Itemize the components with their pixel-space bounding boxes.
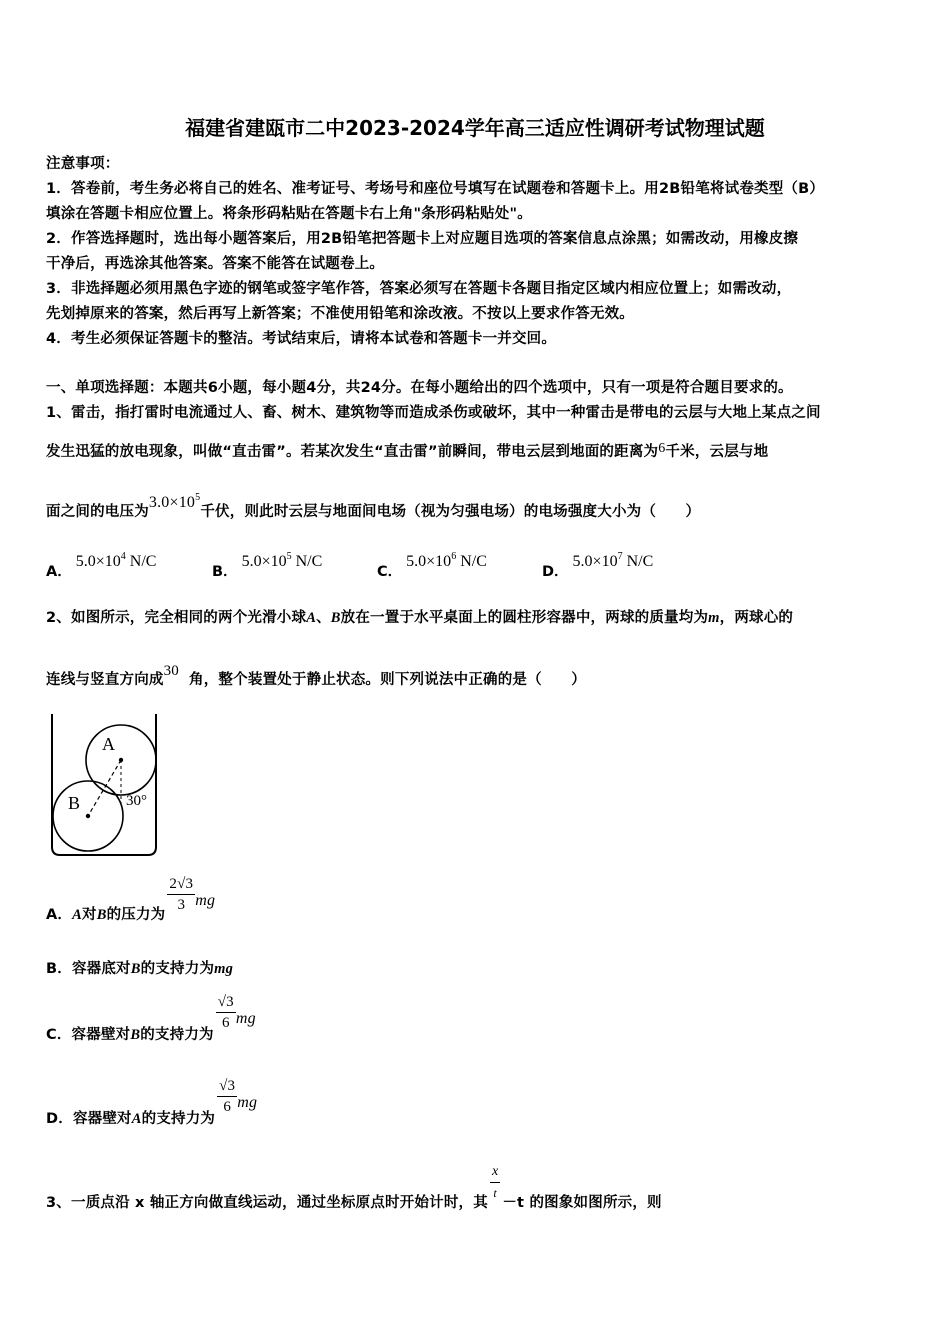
label-b: B bbox=[68, 793, 81, 813]
notice-line: 填涂在答题卡相应位置上。将条形码粘贴在答题卡右上角"条形码粘贴处"。 bbox=[46, 206, 532, 222]
center-a bbox=[119, 758, 123, 762]
label-angle: 30° bbox=[126, 793, 147, 809]
page-title: 福建省建瓯市二中2023-2024学年高三适应性调研考试物理试题 bbox=[185, 116, 765, 140]
notice-line: 先划掉原来的答案，然后再写上新答案；不准使用铅笔和涂改液。不按以上要求作答无效。 bbox=[46, 306, 634, 322]
q2-option-d[interactable]: D．容器壁对A的支持力为 $\frac{√3}{6}$ mg bbox=[46, 1078, 258, 1127]
q2-line: 连线与竖直方向成30角，整个装置处于静止状态。则下列说法中正确的是（ ） bbox=[46, 663, 586, 688]
notice-line: 4．考生必须保证答题卡的整洁。考试结束后，请将本试卷和答题卡一并交回。 bbox=[46, 331, 557, 347]
q1-text: 千伏，则此时云层与地面间电场（视为匀强电场）的电场强度大小为（ ） bbox=[200, 504, 701, 520]
notice-line: 1．答卷前，考生务必将自己的姓名、准考证号、考场号和座位号填写在试题卷和答题卡上。用2B铅笔将试卷类型（B） bbox=[46, 181, 825, 197]
q1-line: 1、雷击，指打雷时电流通过人、畜、树木、建筑物等而造成杀伤或破坏，其中一种雷击是带电的云层与大地上某点之间 bbox=[46, 405, 821, 421]
center-b bbox=[86, 814, 90, 818]
q1-text: 面之间的电压为 bbox=[46, 504, 149, 520]
notice-heading: 注意事项： bbox=[46, 156, 120, 172]
q1-option-b[interactable]: B．$5.0\times 10^5$ N/C bbox=[212, 551, 323, 580]
label-a: A bbox=[102, 734, 115, 754]
notice-line: 干净后，再选涂其他答案。答案不能答在试题卷上。 bbox=[46, 256, 385, 272]
q1-line bbox=[46, 492, 701, 521]
container-figure bbox=[44, 712, 164, 860]
q2-line: 2、如图所示，完全相同的两个光滑小球A、B放在一置于水平桌面上的圆柱形容器中，两球的质量均为m，两球心的 bbox=[46, 610, 794, 626]
q1-option-a[interactable]: A．$5.0\times 10^4$ N/C bbox=[46, 551, 157, 580]
notice-line: 2．作答选择题时，选出每小题答案后，用2B铅笔把答题卡上对应题目选项的答案信息点涂黑；如需改动，用橡皮擦 bbox=[46, 231, 799, 247]
q1-text: 千米，云层与地 bbox=[665, 444, 769, 460]
q1-option-c[interactable]: C．$5.0\times 10^6$ N/C bbox=[377, 551, 487, 580]
q2-option-c[interactable]: C．容器壁对B的支持力为 $\frac{√3}{6}$ mg bbox=[46, 994, 256, 1043]
q1-voltage: $3.0\times 10^5$ bbox=[148, 492, 201, 511]
q2-option-b[interactable]: B．容器底对B的支持力为mg bbox=[46, 961, 234, 977]
section-heading: 一、单项选择题：本题共6小题，每小题4分，共24分。在每小题给出的四个选项中，只有一项是符合题目要求的。 bbox=[46, 380, 793, 396]
q1-option-d[interactable]: D．$5.0\times 10^7$ N/C bbox=[542, 551, 654, 580]
q1-text: 发生迅猛的放电现象，叫做“直击雷”。若某次发生“直击雷”前瞬间，带电云层到地面的距离为 bbox=[46, 444, 659, 460]
q3-line: 3、一质点沿 x 轴正方向做直线运动，通过坐标原点时开始计时，其 $\frac{x}{t}$ －t 的图象如图所示，则 bbox=[46, 1164, 662, 1211]
q2-option-a[interactable]: A．A对B的压力为 $\frac{2√3}{3}$ mg bbox=[46, 876, 216, 923]
q1-distance: 6 bbox=[658, 441, 666, 456]
notice-line: 3．非选择题必须用黑色字迹的钢笔或签字笔作答，答案必须写在答题卡各题目指定区域内相应位置上；如需改动， bbox=[46, 281, 792, 297]
center-line bbox=[88, 760, 121, 816]
q1-line bbox=[46, 440, 768, 461]
